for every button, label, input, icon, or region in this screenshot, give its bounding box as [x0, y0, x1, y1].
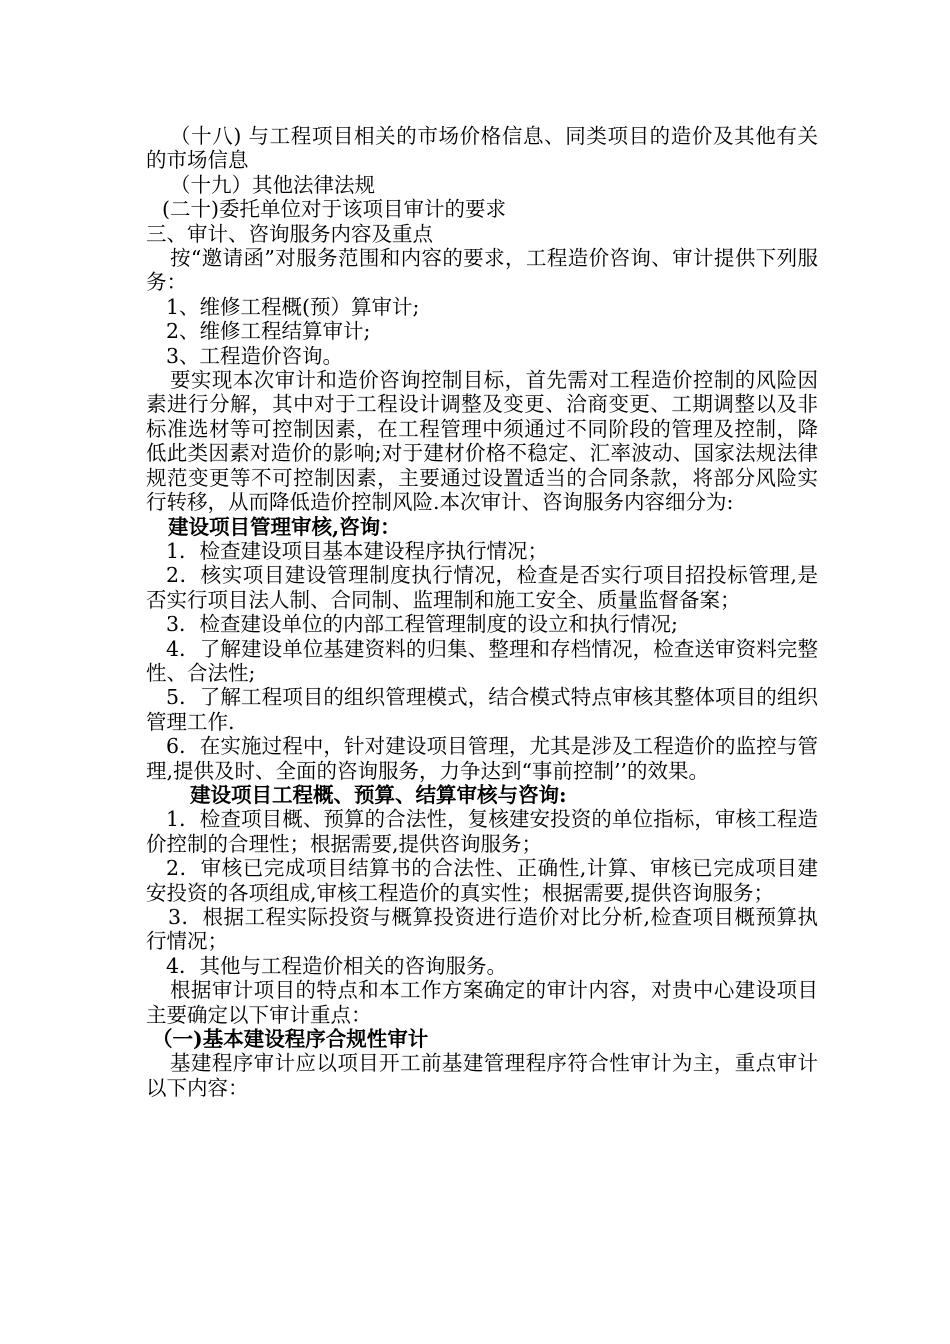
list-item: 3、工程造价咨询。 [166, 343, 344, 368]
list-item: 4．其他与工程造价相关的咨询服务。 [166, 953, 508, 978]
list-item: 2．核实项目建设管理制度执行情况，检查是否实行项目招投标管理,是否实行项目法人制、合同制、监理制和施工安全、质量监督备案； [146, 563, 818, 612]
paragraph: 根据审计项目的特点和本工作方案确定的审计内容，对贵中心建设项目主要确定以下审计重点： [146, 978, 818, 1027]
paragraph: 基建程序审计应以项目开工前基建管理程序符合性审计为主，重点审计以下内容： [146, 1051, 818, 1100]
list-item: 3．检查建设单位的内部工程管理制度的设立和执行情况; [166, 612, 678, 637]
subheading: 建设项目管理审核,咨询： [168, 514, 401, 539]
paragraph: (二十)委托单位对于该项目审计的要求 [162, 197, 506, 222]
paragraph: 要实现本次审计和造价咨询控制目标，首先需对工程造价控制的风险因素进行分解，其中对于工程设计调整及变更、洽商变更、工期调整以及非标准选材等可控制因素，在工程管理中须通过不同阶段的管理及控制，降低此类因素对造价的影响;对于建材价格不稳定、汇率波动、国家法规法律规范变更等不可控制因素，主要通过设置适当的合同条款，将部分风险实行转移，从而降低造价控制风险.本次审计、咨询服务内容细分为: [146, 368, 818, 515]
list-item: 1．检查项目概、预算的合法性，复核建安投资的单位指标，审核工程造价控制的合理性；根据需要,提供咨询服务； [146, 807, 818, 856]
list-item: 1．检查建设项目基本建设程序执行情况； [166, 538, 549, 563]
paragraph: 按“邀请函”对服务范围和内容的要求，工程造价咨询、审计提供下列服务： [146, 246, 818, 295]
list-item: 2．审核已完成项目结算书的合法性、正确性,计算、审核已完成项目建安投资的各项组成,审核工程造价的真实性；根据需要,提供咨询服务； [146, 856, 818, 905]
list-item: 4．了解建设单位基建资料的归集、整理和存档情况，检查送审资料完整性、合法性; [146, 636, 818, 685]
list-item: 6．在实施过程中，针对建设项目管理，尤其是涉及工程造价的监控与管理,提供及时、全面的咨询服务，力争达到“事前控制’’的效果。 [146, 734, 818, 783]
document-body [146, 124, 818, 1100]
paragraph: （十九）其他法律法规 [170, 172, 375, 197]
section-heading: 三、审计、咨询服务内容及重点 [146, 221, 433, 246]
list-item: 2、维修工程结算审计; [166, 319, 371, 344]
list-item: 3．根据工程实际投资与概算投资进行造价对比分析,检查项目概预算执行情况； [146, 905, 818, 954]
subheading: 建设项目工程概、预算、结算审核与咨询: [190, 782, 567, 807]
paragraph: （十八) 与工程项目相关的市场价格信息、同类项目的造价及其他有关的市场信息 [146, 124, 818, 173]
list-item: 5．了解工程项目的组织管理模式，结合模式特点审核其整体项目的组织管理工作. [146, 685, 818, 734]
subheading: （一)基本建设程序合规性审计 [152, 1027, 429, 1052]
list-item: 1、维修工程概(预）算审计; [166, 294, 420, 319]
